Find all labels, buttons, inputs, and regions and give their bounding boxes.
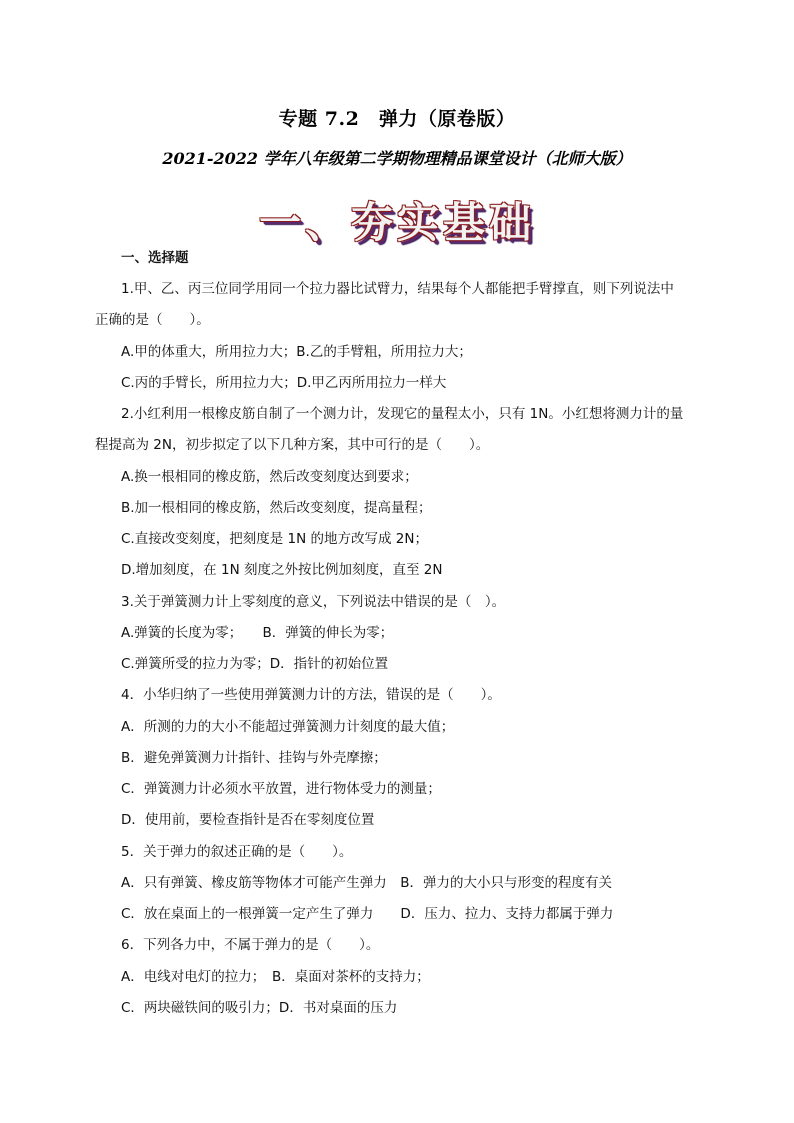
- section-heading: 一、选择题: [121, 250, 189, 266]
- document-subtitle: 2021-2022 学年八年级第二学期物理精品课堂设计（北师大版）: [162, 149, 632, 168]
- option-line: D.增加刻度，在 1N 刻度之外按比例加刻度，直至 2N: [121, 562, 443, 578]
- option-line: C．两块磁铁间的吸引力；D．书对桌面的压力: [121, 1000, 398, 1016]
- question-line: 6．下列各力中，不属于弹力的是（ ）。: [121, 937, 380, 953]
- question-line: 3.关于弹簧测力计上零刻度的意义，下列说法中错误的是（ ）。: [121, 594, 506, 610]
- option-line: A.换一根相同的橡皮筋，然后改变刻度达到要求；: [121, 469, 418, 485]
- option-line: B．避免弹簧测力计指针、挂钩与外壳摩擦；: [121, 750, 387, 766]
- document-title: 专题 7.2 弹力（原卷版）: [278, 108, 516, 130]
- option-line: C．弹簧测力计必须水平放置，进行物体受力的测量；: [121, 781, 441, 797]
- option-line: B.加一根相同的橡皮筋，然后改变刻度，提高量程；: [121, 500, 432, 516]
- question-line: 1.甲、乙、丙三位同学用同一个拉力器比试臂力，结果每个人都能把手臂撑直，则下列说法中: [121, 281, 674, 297]
- question-line: 程提高为 2N，初步拟定了以下几种方案，其中可行的是（ ）。: [95, 437, 490, 453]
- question-line: 2.小红利用一根橡皮筋自制了一个测力计，发现它的量程太小，只有 1N。小红想将测力计的量: [121, 406, 684, 422]
- option-line: C.直接改变刻度，把刻度是 1N 的地方改写成 2N；: [121, 531, 428, 547]
- option-line: A.弹簧的长度为零； B．弹簧的伸长为零；: [121, 625, 394, 641]
- section-banner: 一、夯实基础: [258, 198, 535, 247]
- option-line: A．所测的力的大小不能超过弹簧测力计刻度的最大值；: [121, 719, 455, 735]
- option-line: A．只有弹簧、橡皮筋等物体才可能产生弹力 B．弹力的大小只与形变的程度有关: [121, 875, 612, 891]
- option-line: C.弹簧所受的拉力为零；D．指针的初始位置: [121, 656, 389, 672]
- question-line: 正确的是（ ）。: [95, 312, 210, 328]
- option-line: C.丙的手臂长，所用拉力大；D.甲乙丙所用拉力一样大: [121, 375, 447, 391]
- option-line: D．使用前，要检查指针是否在零刻度位置: [121, 812, 375, 828]
- option-line: A．电线对电灯的拉力； B．桌面对茶杯的支持力；: [121, 969, 430, 985]
- question-line: 4．小华归纳了一些使用弹簧测力计的方法，错误的是（ ）。: [121, 687, 501, 703]
- option-line: C．放在桌面上的一根弹簧一定产生了弹力 D．压力、拉力、支持力都属于弹力: [121, 906, 614, 922]
- question-line: 5．关于弹力的叙述正确的是（ ）。: [121, 844, 353, 860]
- option-line: A.甲的体重大，所用拉力大；B.乙的手臂粗，所用拉力大；: [121, 344, 472, 360]
